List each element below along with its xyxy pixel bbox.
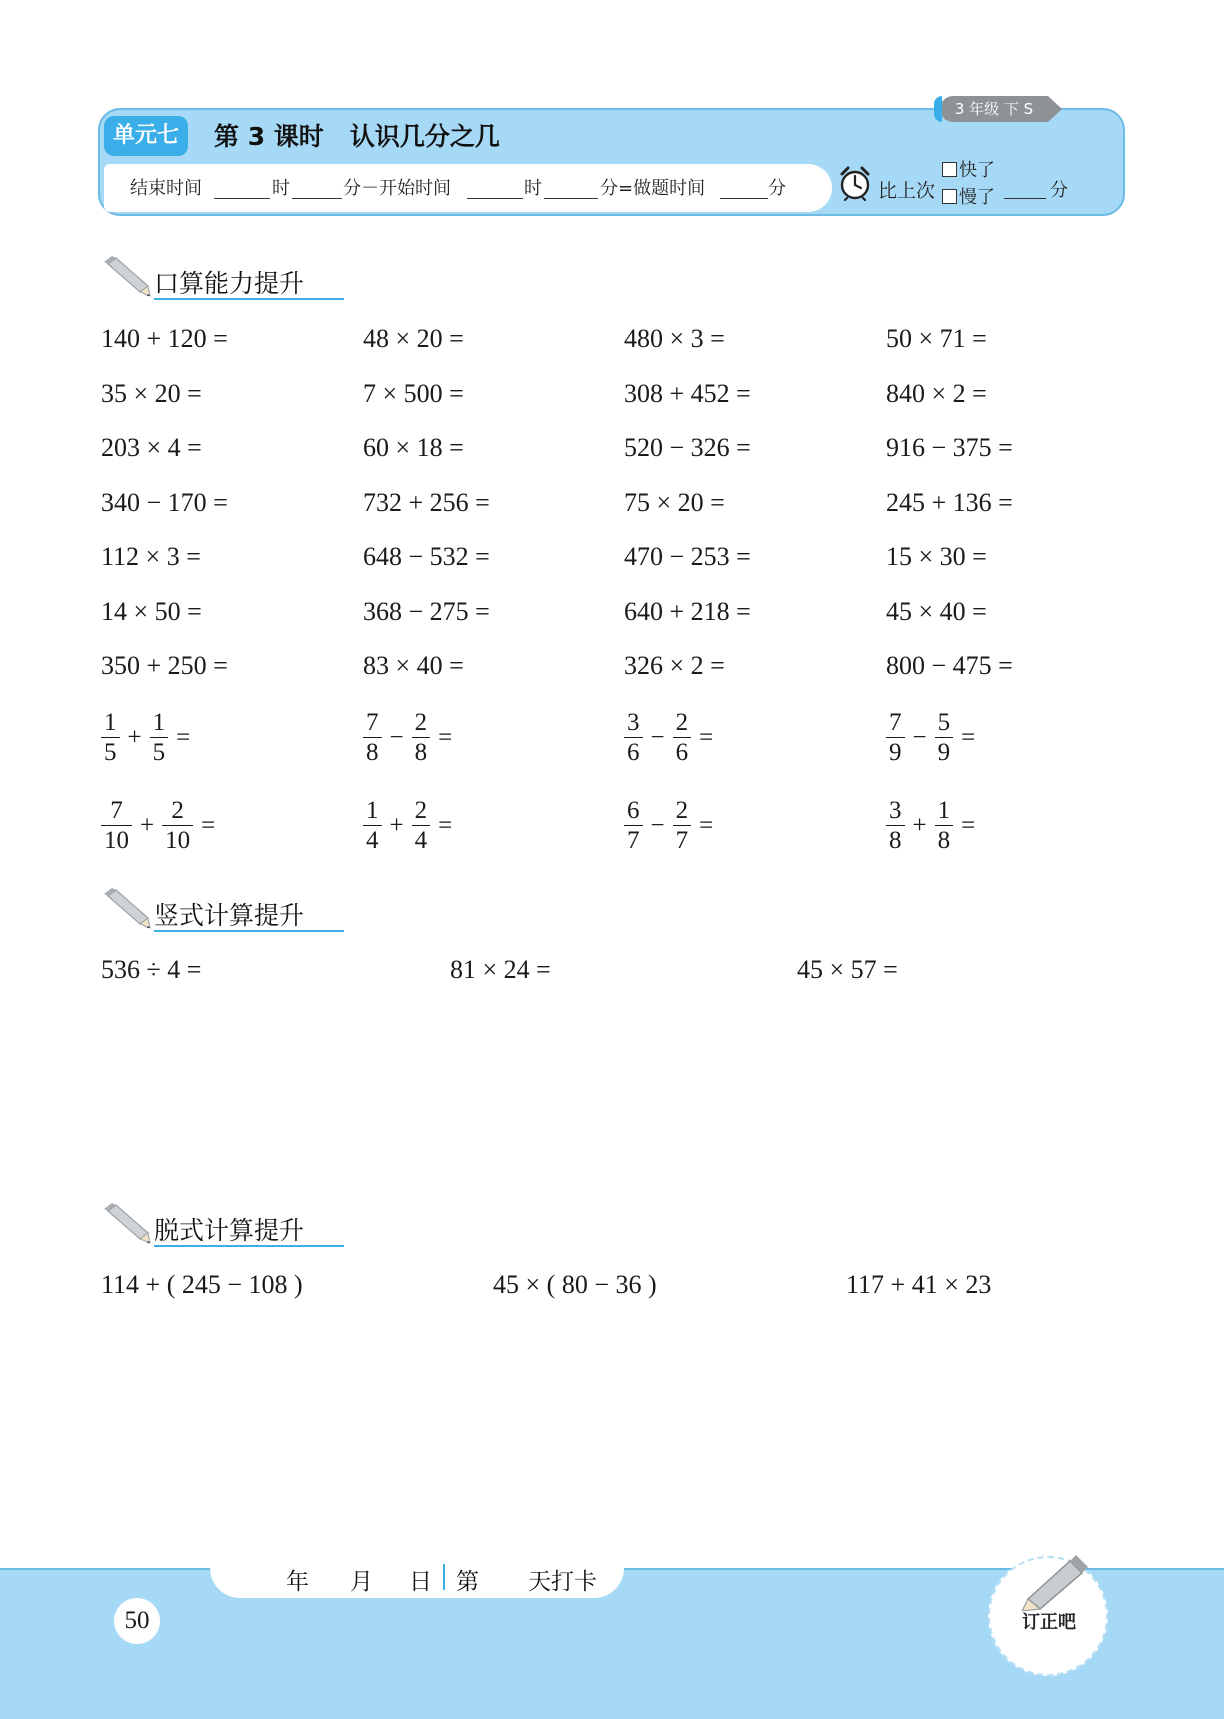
equals-sign: = <box>438 812 453 839</box>
stepwise-problem: 117 + 41 × 23 <box>846 1270 992 1299</box>
operator: + <box>912 812 927 839</box>
fraction-problem <box>622 794 719 858</box>
fraction <box>935 709 954 768</box>
heading-underline <box>154 1245 344 1247</box>
alarm-clock-icon <box>838 165 872 201</box>
duration-label: 分=做题时间 <box>600 178 706 199</box>
pencil-icon <box>102 256 154 300</box>
faster-label: 快了 <box>959 160 995 181</box>
correction-label: 订正吧 <box>1022 1612 1076 1633</box>
fraction <box>673 709 692 768</box>
equals-sign: = <box>699 724 714 751</box>
oral-problem: 48 × 20 = <box>363 324 464 353</box>
year-label: 年 <box>286 1569 309 1595</box>
operator: − <box>389 724 404 751</box>
fraction <box>101 797 132 856</box>
oral-problem: 340 − 170 = <box>101 487 228 517</box>
denominator: 6 <box>675 738 689 766</box>
numerator: 1 <box>366 796 379 824</box>
operator: + <box>389 812 404 839</box>
oral-problem: 245 + 136 = <box>886 487 1013 517</box>
oral-section-heading <box>102 256 342 306</box>
start-hour-blank[interactable] <box>467 198 523 199</box>
fraction <box>363 797 382 856</box>
checkin-label: 天打卡 <box>528 1569 597 1595</box>
oral-problem: 45 × 40 = <box>886 596 987 626</box>
fraction <box>363 709 382 768</box>
oral-problem: 640 + 218 = <box>624 596 751 626</box>
pencil-icon <box>102 1203 154 1247</box>
fraction-problem <box>884 794 981 858</box>
end-time-label: 结束时间 <box>130 178 202 199</box>
numerator: 2 <box>675 708 689 736</box>
oral-problem: 368 − 275 = <box>363 596 490 626</box>
numerator: 5 <box>937 708 951 736</box>
oral-problem: 35 × 20 = <box>101 378 202 408</box>
heading-underline <box>154 930 344 932</box>
equals-sign: = <box>961 812 976 839</box>
grade-tab: 3 年级 下 S <box>940 96 1048 122</box>
numerator: 7 <box>366 708 379 736</box>
oral-problem: 83 × 40 = <box>363 651 464 680</box>
denominator: 9 <box>937 738 951 766</box>
compare-label: 比上次 <box>878 180 936 202</box>
fraction <box>150 709 169 768</box>
oral-problem: 350 + 250 = <box>101 651 228 680</box>
oral-problem: 840 × 2 = <box>886 378 987 408</box>
oral-section-title: 口算能力提升 <box>154 269 305 298</box>
oral-problem: 15 × 30 = <box>886 542 987 571</box>
unit-badge: 单元七 <box>104 116 188 156</box>
ordinal-label: 第 <box>456 1569 479 1595</box>
start-minute-blank[interactable] <box>544 198 598 199</box>
operator: + <box>140 812 155 839</box>
stepwise-problem: 114 + ( 245 − 108 ) <box>101 1270 303 1299</box>
denominator: 8 <box>937 826 951 854</box>
denominator: 8 <box>414 738 428 766</box>
numerator: 7 <box>889 708 902 736</box>
numerator: 1 <box>104 708 117 736</box>
oral-problem: 60 × 18 = <box>363 433 464 462</box>
fraction <box>886 797 905 856</box>
denominator: 10 <box>165 826 191 854</box>
denominator: 7 <box>675 826 689 854</box>
equals-sign: = <box>438 724 453 751</box>
fraction <box>624 797 643 856</box>
oral-problem: 50 × 71 = <box>886 324 987 353</box>
vertical-problem: 81 × 24 = <box>450 955 551 984</box>
denominator: 4 <box>414 826 428 854</box>
start-time-label: 分－开始时间 <box>343 178 451 199</box>
numerator: 7 <box>110 796 123 824</box>
end-hour-blank[interactable] <box>214 198 270 199</box>
fraction-problem <box>361 706 458 770</box>
oral-problem: 916 − 375 = <box>886 433 1013 462</box>
fraction <box>673 797 692 856</box>
fraction-problem <box>622 706 719 770</box>
lesson-title: 第 3 课时 认识几分之几 <box>214 122 500 151</box>
operator: − <box>650 724 665 751</box>
operator: − <box>912 724 927 751</box>
denominator: 10 <box>104 826 129 854</box>
hour-label-1: 时 <box>272 178 290 199</box>
duration-blank[interactable] <box>720 198 768 199</box>
oral-problem: 75 × 20 = <box>624 487 725 517</box>
oral-problem: 112 × 3 = <box>101 542 201 571</box>
hour-label-2: 时 <box>524 178 542 199</box>
numerator: 6 <box>627 796 640 824</box>
pencil-icon <box>1020 1555 1090 1611</box>
oral-problem: 7 × 500 = <box>363 378 464 408</box>
stepwise-section-title: 脱式计算提升 <box>154 1216 305 1245</box>
fraction-problem <box>99 706 196 770</box>
slower-checkbox[interactable] <box>942 189 957 204</box>
vertical-section-title: 竖式计算提升 <box>154 901 305 930</box>
denominator: 9 <box>889 738 902 766</box>
oral-problem: 480 × 3 = <box>624 324 725 353</box>
oral-problem: 203 × 4 = <box>101 433 202 462</box>
numerator: 2 <box>414 796 428 824</box>
fraction <box>412 797 431 856</box>
oral-problem: 520 − 326 = <box>624 433 751 462</box>
equals-sign: = <box>699 812 714 839</box>
fraction <box>101 709 120 768</box>
heading-underline <box>154 298 344 300</box>
oral-problem: 308 + 452 = <box>624 378 751 408</box>
fraction <box>624 709 643 768</box>
oral-problem: 648 − 532 = <box>363 542 490 571</box>
stepwise-problem: 45 × ( 80 − 36 ) <box>493 1270 657 1299</box>
equals-sign: = <box>961 724 976 751</box>
stepwise-section-heading <box>102 1203 342 1253</box>
page-number: 50 <box>114 1598 160 1644</box>
denominator: 5 <box>104 738 117 766</box>
fraction-problem <box>99 794 221 858</box>
oral-problem: 732 + 256 = <box>363 487 490 517</box>
fraction <box>935 797 954 856</box>
oral-problem: 800 − 475 = <box>886 651 1013 680</box>
pencil-icon <box>102 888 154 932</box>
numerator: 2 <box>414 708 428 736</box>
denominator: 8 <box>366 738 379 766</box>
faster-checkbox[interactable] <box>942 162 957 177</box>
fraction-problem <box>361 794 458 858</box>
fraction-problem <box>884 706 981 770</box>
month-label: 月 <box>350 1569 373 1595</box>
day-label: 日 <box>409 1569 432 1595</box>
minute-label: 分 <box>768 178 786 199</box>
numerator: 2 <box>171 796 184 824</box>
fraction <box>162 797 193 856</box>
oral-problem: 470 − 253 = <box>624 542 751 571</box>
fraction <box>886 709 905 768</box>
denominator: 5 <box>152 738 166 766</box>
oral-problem: 326 × 2 = <box>624 651 725 680</box>
denominator: 7 <box>627 826 640 854</box>
vertical-problem: 45 × 57 = <box>797 955 898 984</box>
minutes-diff-blank[interactable] <box>1004 198 1046 199</box>
oral-problem: 140 + 120 = <box>101 324 228 353</box>
denominator: 4 <box>366 826 379 854</box>
numerator: 3 <box>889 796 902 824</box>
slower-option[interactable] <box>942 183 995 209</box>
operator: − <box>650 812 665 839</box>
denominator: 6 <box>627 738 640 766</box>
vertical-problem: 536 ÷ 4 = <box>101 955 202 984</box>
minutes-diff-unit: 分 <box>1050 180 1068 201</box>
oral-problem: 14 × 50 = <box>101 596 202 626</box>
numerator: 3 <box>627 708 640 736</box>
vertical-section-heading <box>102 888 342 938</box>
numerator: 2 <box>675 796 689 824</box>
fraction <box>412 709 431 768</box>
faster-option[interactable] <box>942 156 995 182</box>
slower-label: 慢了 <box>959 187 995 208</box>
numerator: 1 <box>937 796 951 824</box>
equals-sign: = <box>201 812 216 839</box>
operator: + <box>127 724 142 751</box>
denominator: 8 <box>889 826 902 854</box>
end-minute-blank[interactable] <box>292 198 342 199</box>
equals-sign: = <box>176 724 191 751</box>
numerator: 1 <box>152 708 166 736</box>
date-divider <box>443 1564 445 1590</box>
